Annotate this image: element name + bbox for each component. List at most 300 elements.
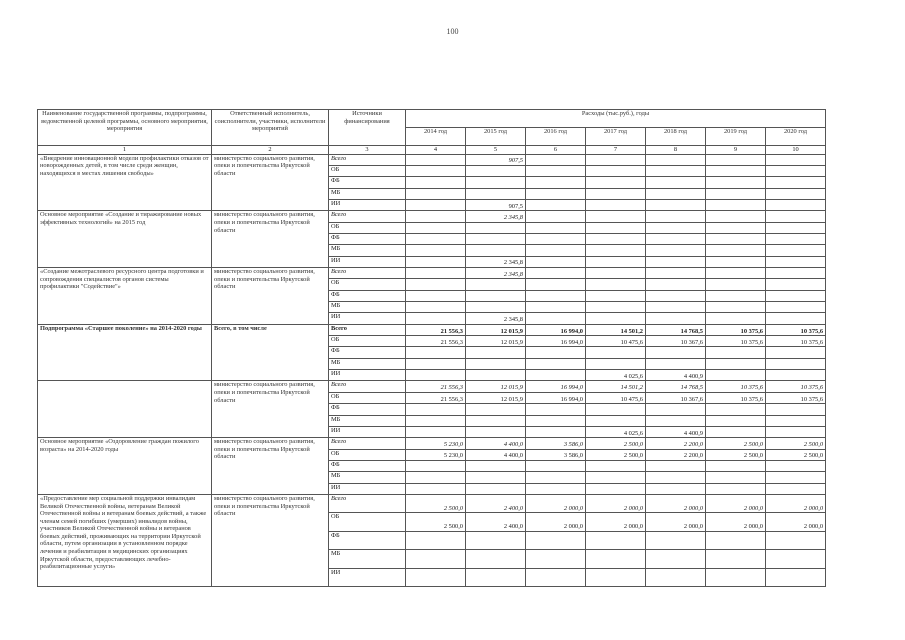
amount-cell: 14 768,5 xyxy=(646,324,706,335)
amount-cell xyxy=(406,460,466,471)
amount-cell: 4 400,9 xyxy=(646,370,706,381)
amount-cell xyxy=(406,290,466,301)
amount-cell xyxy=(766,279,826,290)
amount-cell xyxy=(586,245,646,256)
amount-cell xyxy=(706,472,766,483)
amount-cell xyxy=(526,370,586,381)
column-number: 2 xyxy=(212,146,329,155)
amount-cell: 2 345,8 xyxy=(466,268,526,279)
amount-cell xyxy=(646,550,706,569)
amount-cell xyxy=(706,165,766,176)
amount-cell xyxy=(466,568,526,587)
column-number: 7 xyxy=(586,146,646,155)
amount-cell: 16 994,0 xyxy=(526,324,586,335)
column-number: 4 xyxy=(406,146,466,155)
funding-source: Всего xyxy=(329,211,406,222)
amount-cell xyxy=(586,302,646,313)
funding-source: ИИ xyxy=(329,256,406,267)
amount-cell xyxy=(586,165,646,176)
amount-cell xyxy=(706,313,766,324)
funding-source: ФБ xyxy=(329,531,406,550)
amount-cell xyxy=(646,245,706,256)
amount-cell xyxy=(766,358,826,369)
amount-cell xyxy=(646,531,706,550)
amount-cell: 2 500,0 xyxy=(706,449,766,460)
funding-source: ОБ xyxy=(329,165,406,176)
amount-cell xyxy=(466,550,526,569)
amount-cell xyxy=(706,415,766,426)
amount-cell: 5 230,0 xyxy=(406,449,466,460)
funding-source: ОБ xyxy=(329,279,406,290)
amount-cell xyxy=(466,472,526,483)
amount-cell xyxy=(706,211,766,222)
column-number: 8 xyxy=(646,146,706,155)
amount-cell: 5 230,0 xyxy=(406,438,466,449)
amount-cell xyxy=(406,199,466,210)
amount-cell xyxy=(526,199,586,210)
amount-cell: 16 994,0 xyxy=(526,336,586,347)
funding-source: МБ xyxy=(329,415,406,426)
amount-cell: 10 375,6 xyxy=(706,381,766,392)
amount-cell xyxy=(766,211,826,222)
amount-cell xyxy=(526,472,586,483)
amount-cell xyxy=(526,358,586,369)
amount-cell xyxy=(466,234,526,245)
column-number: 5 xyxy=(466,146,526,155)
amount-cell xyxy=(526,415,586,426)
table-row xyxy=(38,154,826,165)
funding-source: Всего xyxy=(329,268,406,279)
amount-cell: 2 200,0 xyxy=(646,438,706,449)
amount-cell xyxy=(766,415,826,426)
amount-cell xyxy=(406,313,466,324)
amount-cell xyxy=(766,188,826,199)
funding-source: Всего xyxy=(329,438,406,449)
amount-cell xyxy=(766,550,826,569)
amount-cell xyxy=(406,426,466,437)
amount-cell xyxy=(406,483,466,494)
amount-cell xyxy=(526,279,586,290)
amount-cell xyxy=(646,268,706,279)
amount-cell: 3 586,0 xyxy=(526,449,586,460)
amount-cell xyxy=(526,531,586,550)
amount-cell: 10 375,6 xyxy=(706,392,766,403)
amount-cell xyxy=(526,165,586,176)
amount-cell: 4 025,6 xyxy=(586,426,646,437)
amount-cell xyxy=(586,550,646,569)
amount-cell xyxy=(586,222,646,233)
amount-cell xyxy=(706,370,766,381)
amount-cell xyxy=(406,165,466,176)
funding-source: Всего xyxy=(329,154,406,165)
amount-cell: 2 500,0 xyxy=(406,513,466,532)
amount-cell xyxy=(466,531,526,550)
funding-source: МБ xyxy=(329,188,406,199)
amount-cell: 2 000,0 xyxy=(706,513,766,532)
amount-cell xyxy=(706,568,766,587)
amount-cell xyxy=(586,313,646,324)
item-executor: министерство социального развития, опеки и попечительства Иркутской области xyxy=(212,211,329,268)
item-executor: министерство социального развития, опеки и попечительства Иркутской области xyxy=(212,494,329,587)
amount-cell: 3 586,0 xyxy=(526,438,586,449)
header-expenses: Расходы (тыс.руб.), годы xyxy=(406,110,826,128)
amount-cell xyxy=(766,222,826,233)
amount-cell xyxy=(526,302,586,313)
amount-cell xyxy=(526,483,586,494)
header-sources: Источники финансирования xyxy=(329,110,406,146)
amount-cell: 21 556,3 xyxy=(406,336,466,347)
amount-cell xyxy=(766,347,826,358)
amount-cell xyxy=(646,211,706,222)
amount-cell xyxy=(466,245,526,256)
table-row xyxy=(38,324,826,335)
amount-cell xyxy=(466,290,526,301)
amount-cell xyxy=(526,245,586,256)
year-header: 2017 год xyxy=(586,128,646,146)
funding-source: ФБ xyxy=(329,290,406,301)
amount-cell xyxy=(706,531,766,550)
budget-table xyxy=(37,109,826,587)
funding-source: ФБ xyxy=(329,234,406,245)
amount-cell xyxy=(706,234,766,245)
amount-cell xyxy=(526,568,586,587)
amount-cell xyxy=(586,415,646,426)
amount-cell xyxy=(766,460,826,471)
amount-cell xyxy=(646,460,706,471)
amount-cell: 2 200,0 xyxy=(646,449,706,460)
amount-cell xyxy=(646,234,706,245)
amount-cell xyxy=(646,177,706,188)
page-number: 100 xyxy=(446,27,459,36)
amount-cell xyxy=(406,404,466,415)
amount-cell xyxy=(466,358,526,369)
amount-cell xyxy=(586,279,646,290)
funding-source: ОБ xyxy=(329,392,406,403)
amount-cell xyxy=(766,165,826,176)
amount-cell xyxy=(586,199,646,210)
amount-cell xyxy=(586,472,646,483)
amount-cell: 2 500,0 xyxy=(586,438,646,449)
amount-cell: 10 475,6 xyxy=(586,336,646,347)
funding-source: Всего xyxy=(329,381,406,392)
amount-cell xyxy=(706,245,766,256)
funding-source: ФБ xyxy=(329,177,406,188)
item-executor: министерство социального развития, опеки и попечительства Иркутской области xyxy=(212,381,329,438)
table-row xyxy=(38,268,826,279)
amount-cell xyxy=(406,531,466,550)
amount-cell: 2 345,8 xyxy=(466,313,526,324)
amount-cell xyxy=(406,177,466,188)
amount-cell: 2 500,0 xyxy=(766,438,826,449)
amount-cell xyxy=(766,290,826,301)
amount-cell xyxy=(646,483,706,494)
amount-cell xyxy=(406,188,466,199)
amount-cell xyxy=(406,415,466,426)
funding-source: ИИ xyxy=(329,426,406,437)
item-name: «Внедрение инновационной модели профилактики отказов от новорожденных детей, в том числе среди женщин, находящихся в местах лишения свободы» xyxy=(38,154,212,211)
amount-cell xyxy=(406,268,466,279)
amount-cell: 14 501,2 xyxy=(586,324,646,335)
amount-cell: 2 500,0 xyxy=(706,438,766,449)
amount-cell xyxy=(706,177,766,188)
amount-cell xyxy=(706,358,766,369)
amount-cell xyxy=(766,302,826,313)
amount-cell xyxy=(526,426,586,437)
amount-cell xyxy=(766,245,826,256)
table-row xyxy=(38,494,826,513)
item-name: Основное мероприятие «Создание и тиражирование новых эффективных технологий» на 2015 год xyxy=(38,211,212,268)
amount-cell xyxy=(586,154,646,165)
amount-cell xyxy=(526,154,586,165)
amount-cell: 2 400,0 xyxy=(466,513,526,532)
amount-cell xyxy=(526,290,586,301)
amount-cell xyxy=(706,256,766,267)
amount-cell xyxy=(766,199,826,210)
amount-cell xyxy=(586,358,646,369)
amount-cell: 10 375,6 xyxy=(766,381,826,392)
amount-cell xyxy=(766,268,826,279)
amount-cell xyxy=(706,347,766,358)
amount-cell xyxy=(646,165,706,176)
amount-cell xyxy=(766,404,826,415)
amount-cell xyxy=(706,404,766,415)
year-header: 2019 год xyxy=(706,128,766,146)
amount-cell xyxy=(526,268,586,279)
amount-cell: 10 375,6 xyxy=(766,336,826,347)
column-number: 9 xyxy=(706,146,766,155)
item-executor: министерство социального развития, опеки и попечительства Иркутской области xyxy=(212,268,329,325)
amount-cell xyxy=(766,256,826,267)
header-name: Наименование государственной программы, подпрограммы, ведомственной целевой программы, основного мероприятия, мероприятия xyxy=(38,110,212,146)
amount-cell xyxy=(766,370,826,381)
amount-cell xyxy=(526,222,586,233)
amount-cell xyxy=(646,347,706,358)
amount-cell xyxy=(586,483,646,494)
amount-cell xyxy=(706,460,766,471)
funding-source: ОБ xyxy=(329,222,406,233)
amount-cell xyxy=(406,358,466,369)
item-name: «Предоставление мер социальной поддержки инвалидам Великой Отечественной войны, ветеранам Великой Отечественной войны и ветеранам боевых действий, а также членам семей погибших (умерших) инвалидов войны, участников Великой Отечественной войны и ветеранов боевых действий, проживающих на территории Иркутской области, путем организации в установленном порядке лечения и реабилитации в медицинских организациях Иркутской области, предоставляющих лечебно-реабилитационные услуги» xyxy=(38,494,212,587)
amount-cell xyxy=(406,347,466,358)
amount-cell xyxy=(586,268,646,279)
amount-cell xyxy=(706,550,766,569)
amount-cell: 2 500,0 xyxy=(766,449,826,460)
amount-cell: 12 015,9 xyxy=(466,381,526,392)
amount-cell xyxy=(406,550,466,569)
amount-cell: 2 000,0 xyxy=(526,494,586,513)
amount-cell: 10 475,6 xyxy=(586,392,646,403)
item-name: Подпрограмма «Старшее поколение» на 2014-2020 годы xyxy=(38,324,212,381)
amount-cell: 10 367,6 xyxy=(646,392,706,403)
amount-cell xyxy=(526,256,586,267)
amount-cell xyxy=(526,460,586,471)
funding-source: МБ xyxy=(329,358,406,369)
amount-cell xyxy=(646,415,706,426)
amount-cell: 12 015,9 xyxy=(466,336,526,347)
table-row xyxy=(38,381,826,392)
amount-cell xyxy=(466,426,526,437)
amount-cell xyxy=(466,415,526,426)
amount-cell xyxy=(766,177,826,188)
funding-source: ИИ xyxy=(329,568,406,587)
amount-cell xyxy=(526,177,586,188)
amount-cell xyxy=(406,370,466,381)
amount-cell xyxy=(706,302,766,313)
amount-cell: 16 994,0 xyxy=(526,392,586,403)
amount-cell: 2 000,0 xyxy=(526,513,586,532)
amount-cell xyxy=(466,404,526,415)
amount-cell: 16 994,0 xyxy=(526,381,586,392)
item-name: «Создание межотраслевого ресурсного центра подготовки и сопровождения специалистов органов системы профилактики "Содействие"» xyxy=(38,268,212,325)
column-number: 1 xyxy=(38,146,212,155)
amount-cell xyxy=(466,165,526,176)
amount-cell: 2 400,0 xyxy=(466,494,526,513)
amount-cell xyxy=(586,404,646,415)
year-header: 2016 год xyxy=(526,128,586,146)
amount-cell: 10 375,6 xyxy=(766,324,826,335)
amount-cell: 21 556,3 xyxy=(406,381,466,392)
funding-source: ИИ xyxy=(329,199,406,210)
amount-cell xyxy=(466,483,526,494)
funding-source: Всего xyxy=(329,494,406,513)
table-row xyxy=(38,438,826,449)
amount-cell xyxy=(766,313,826,324)
amount-cell xyxy=(406,211,466,222)
amount-cell xyxy=(766,531,826,550)
amount-cell xyxy=(586,568,646,587)
amount-cell: 10 375,6 xyxy=(706,336,766,347)
amount-cell: 10 367,6 xyxy=(646,336,706,347)
amount-cell xyxy=(706,188,766,199)
amount-cell xyxy=(466,302,526,313)
funding-source: ОБ xyxy=(329,513,406,532)
amount-cell xyxy=(406,568,466,587)
amount-cell xyxy=(406,154,466,165)
funding-source: МБ xyxy=(329,302,406,313)
amount-cell xyxy=(706,483,766,494)
amount-cell: 21 556,3 xyxy=(406,392,466,403)
amount-cell xyxy=(766,426,826,437)
amount-cell xyxy=(466,177,526,188)
amount-cell: 2 000,0 xyxy=(646,494,706,513)
amount-cell xyxy=(766,472,826,483)
amount-cell: 4 400,0 xyxy=(466,449,526,460)
amount-cell xyxy=(706,199,766,210)
amount-cell xyxy=(646,290,706,301)
amount-cell xyxy=(646,222,706,233)
amount-cell: 4 400,9 xyxy=(646,426,706,437)
amount-cell: 14 768,5 xyxy=(646,381,706,392)
amount-cell: 10 375,6 xyxy=(766,392,826,403)
year-header: 2020 год xyxy=(766,128,826,146)
amount-cell xyxy=(646,404,706,415)
amount-cell xyxy=(526,313,586,324)
amount-cell xyxy=(766,568,826,587)
amount-cell xyxy=(706,290,766,301)
amount-cell xyxy=(466,370,526,381)
amount-cell xyxy=(526,234,586,245)
amount-cell xyxy=(406,245,466,256)
amount-cell xyxy=(526,550,586,569)
amount-cell xyxy=(586,188,646,199)
amount-cell: 14 501,2 xyxy=(586,381,646,392)
funding-source: МБ xyxy=(329,550,406,569)
amount-cell xyxy=(766,234,826,245)
amount-cell xyxy=(646,313,706,324)
amount-cell xyxy=(406,234,466,245)
year-header: 2014 год xyxy=(406,128,466,146)
funding-source: ОБ xyxy=(329,336,406,347)
item-executor: Всего, в том числе xyxy=(212,324,329,381)
amount-cell: 12 015,9 xyxy=(466,324,526,335)
item-name: Основное мероприятие «Оздоровление граждан пожилого возраста» на 2014-2020 годы xyxy=(38,438,212,495)
amount-cell: 4 025,6 xyxy=(586,370,646,381)
amount-cell xyxy=(406,279,466,290)
amount-cell: 2 000,0 xyxy=(766,494,826,513)
amount-cell xyxy=(646,256,706,267)
amount-cell xyxy=(526,347,586,358)
column-number: 6 xyxy=(526,146,586,155)
amount-cell xyxy=(646,358,706,369)
amount-cell: 2 345,8 xyxy=(466,211,526,222)
year-header: 2018 год xyxy=(646,128,706,146)
amount-cell xyxy=(646,188,706,199)
amount-cell xyxy=(586,290,646,301)
amount-cell xyxy=(526,188,586,199)
amount-cell: 4 400,0 xyxy=(466,438,526,449)
item-executor: министерство социального развития, опеки и попечительства Иркутской области xyxy=(212,154,329,211)
funding-source: ОБ xyxy=(329,449,406,460)
amount-cell xyxy=(646,154,706,165)
amount-cell: 2 345,8 xyxy=(466,256,526,267)
amount-cell xyxy=(706,426,766,437)
amount-cell xyxy=(586,347,646,358)
amount-cell xyxy=(526,211,586,222)
amount-cell xyxy=(646,279,706,290)
amount-cell xyxy=(406,222,466,233)
item-name xyxy=(38,381,212,438)
amount-cell xyxy=(466,188,526,199)
amount-cell xyxy=(646,199,706,210)
amount-cell xyxy=(766,483,826,494)
funding-source: ИИ xyxy=(329,370,406,381)
amount-cell xyxy=(706,222,766,233)
amount-cell: 2 000,0 xyxy=(706,494,766,513)
amount-cell: 907,5 xyxy=(466,199,526,210)
year-header: 2015 год xyxy=(466,128,526,146)
amount-cell: 2 000,0 xyxy=(586,494,646,513)
amount-cell: 2 500,0 xyxy=(586,449,646,460)
amount-cell xyxy=(406,256,466,267)
amount-cell xyxy=(586,177,646,188)
amount-cell: 2 000,0 xyxy=(766,513,826,532)
amount-cell xyxy=(466,222,526,233)
amount-cell xyxy=(706,268,766,279)
amount-cell xyxy=(406,472,466,483)
amount-cell xyxy=(706,279,766,290)
amount-cell xyxy=(706,154,766,165)
amount-cell xyxy=(466,347,526,358)
amount-cell xyxy=(586,211,646,222)
amount-cell xyxy=(466,460,526,471)
funding-source: ИИ xyxy=(329,483,406,494)
funding-source: ФБ xyxy=(329,460,406,471)
amount-cell: 10 375,6 xyxy=(706,324,766,335)
amount-cell: 12 015,9 xyxy=(466,392,526,403)
funding-source: МБ xyxy=(329,472,406,483)
amount-cell xyxy=(646,472,706,483)
amount-cell: 21 556,3 xyxy=(406,324,466,335)
